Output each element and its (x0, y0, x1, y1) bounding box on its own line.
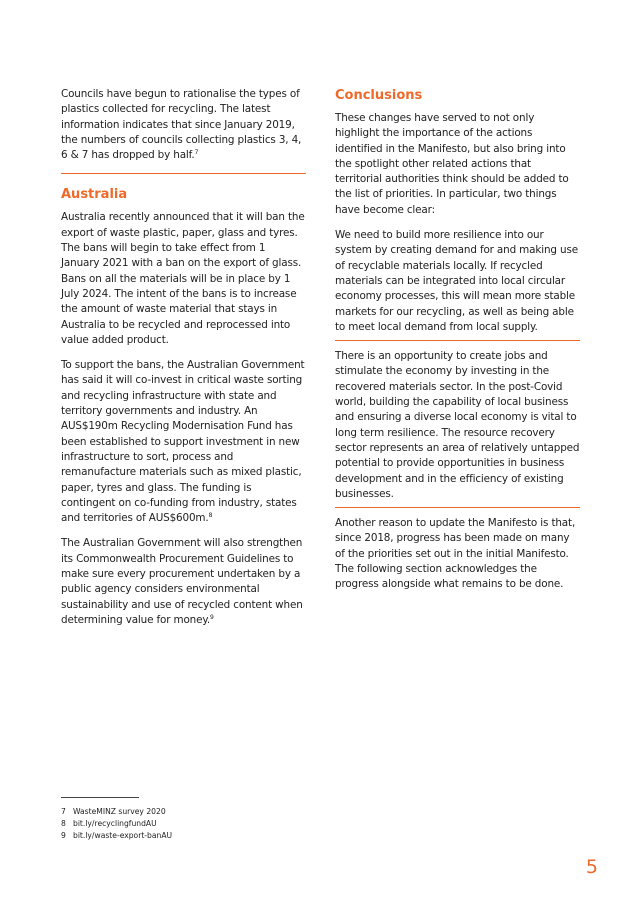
footnote-link[interactable]: bit.ly/recyclingfundAU (73, 819, 157, 828)
australia-heading: Australia (61, 187, 128, 203)
intro-paragraph: Councils have begun to rationalise the types of plastics collected for recycling. The latest information indicates that since January 2019, the numbers of councils collecting plastics 3, 4, 6 & 7 has dropped by half.$^7$ (61, 88, 302, 162)
footnote-number: 7 (61, 807, 66, 816)
conclusions-paragraph-3: There is an opportunity to create jobs and stimulate the economy by investing in the recovered materials sector. In the post-Covid world, building the capability of local business and ensuring a diverse local economy is vital to long term resilience. The resource recovery sector represents an area of relatively untapped potential to provide opportunities in business development and in the efficiency of existing businesses. (335, 350, 580, 500)
footnote-divider (61, 797, 139, 798)
conclusions-paragraph-4: Another reason to update the Manifesto is that, since 2018, progress has been made on many of the priorities set out in the initial Manifesto. The following section acknowledges the progress alongside what remains to be done. (335, 517, 576, 591)
section-divider (61, 173, 306, 174)
conclusions-paragraph-2: We need to build more resilience into our system by creating demand for and making use of recyclable materials locally. If recycled materials can be integrated into local circular economy processes, this will mean more stable markets for our recycling, as well as being able to meet local demand from local supply. (335, 229, 578, 333)
page-number: 5 (585, 856, 598, 878)
footnote-number: 8 (61, 819, 66, 828)
right-column (335, 87, 580, 603)
conclusions-divider-2 (335, 507, 580, 508)
australia-paragraph-1: Australia recently announced that it will ban the export of waste plastic, paper, glass and tyres. The bans will begin to take effect from 1 January 2021 with a ban on the export of glass. Bans on all the materials will be in place by 1 July 2024. The intent of the bans is to increase the amount of waste material that stays in Australia to be recycled and reprocessed into value added product. (61, 211, 305, 346)
conclusions-paragraph-1: These changes have served to not only highlight the importance of the actions identified in the Manifesto, but also bring into the spotlight other related actions that territorial authorities think should be added to the list of priorities. In particular, two things have become clear: (335, 112, 569, 216)
conclusions-divider-1 (335, 340, 580, 341)
footnote-item (61, 806, 172, 818)
left-column (61, 87, 306, 638)
australia-paragraph-2: To support the bans, the Australian Government has said it will co-invest in critical waste sorting and recycling infrastructure with state and territory governments and industry. An AUS$190m Recycling Modernisation Fund has been established to support investment in new infrastructure to sort, process and remanufacture materials such as mixed plastic, paper, tyres and glass. The funding is contingent on co-funding from industry, states and territories of AUS$600m.$^8$ (61, 359, 305, 525)
footnote-link[interactable]: bit.ly/waste-export-banAU (73, 831, 173, 840)
footnote-number: 9 (61, 831, 66, 840)
footnote-text: WasteMINZ survey 2020 (73, 807, 166, 816)
footnote-item (61, 830, 172, 842)
footnotes (61, 806, 172, 842)
footnote-ref-9[interactable]: 9 (210, 613, 214, 621)
footnote-item (61, 818, 172, 830)
footnote-ref-8[interactable]: 8 (208, 512, 213, 520)
conclusions-heading: Conclusions (335, 88, 423, 103)
australia-paragraph-3: The Australian Government will also strengthen its Commonwealth Procurement Guidelines to make sure every procurement undertaken by a public agency considers environmental sustainability and use of recycled content when determining value for money.$^9$ (61, 537, 303, 626)
footnote-ref-7[interactable]: 7 (194, 149, 199, 157)
